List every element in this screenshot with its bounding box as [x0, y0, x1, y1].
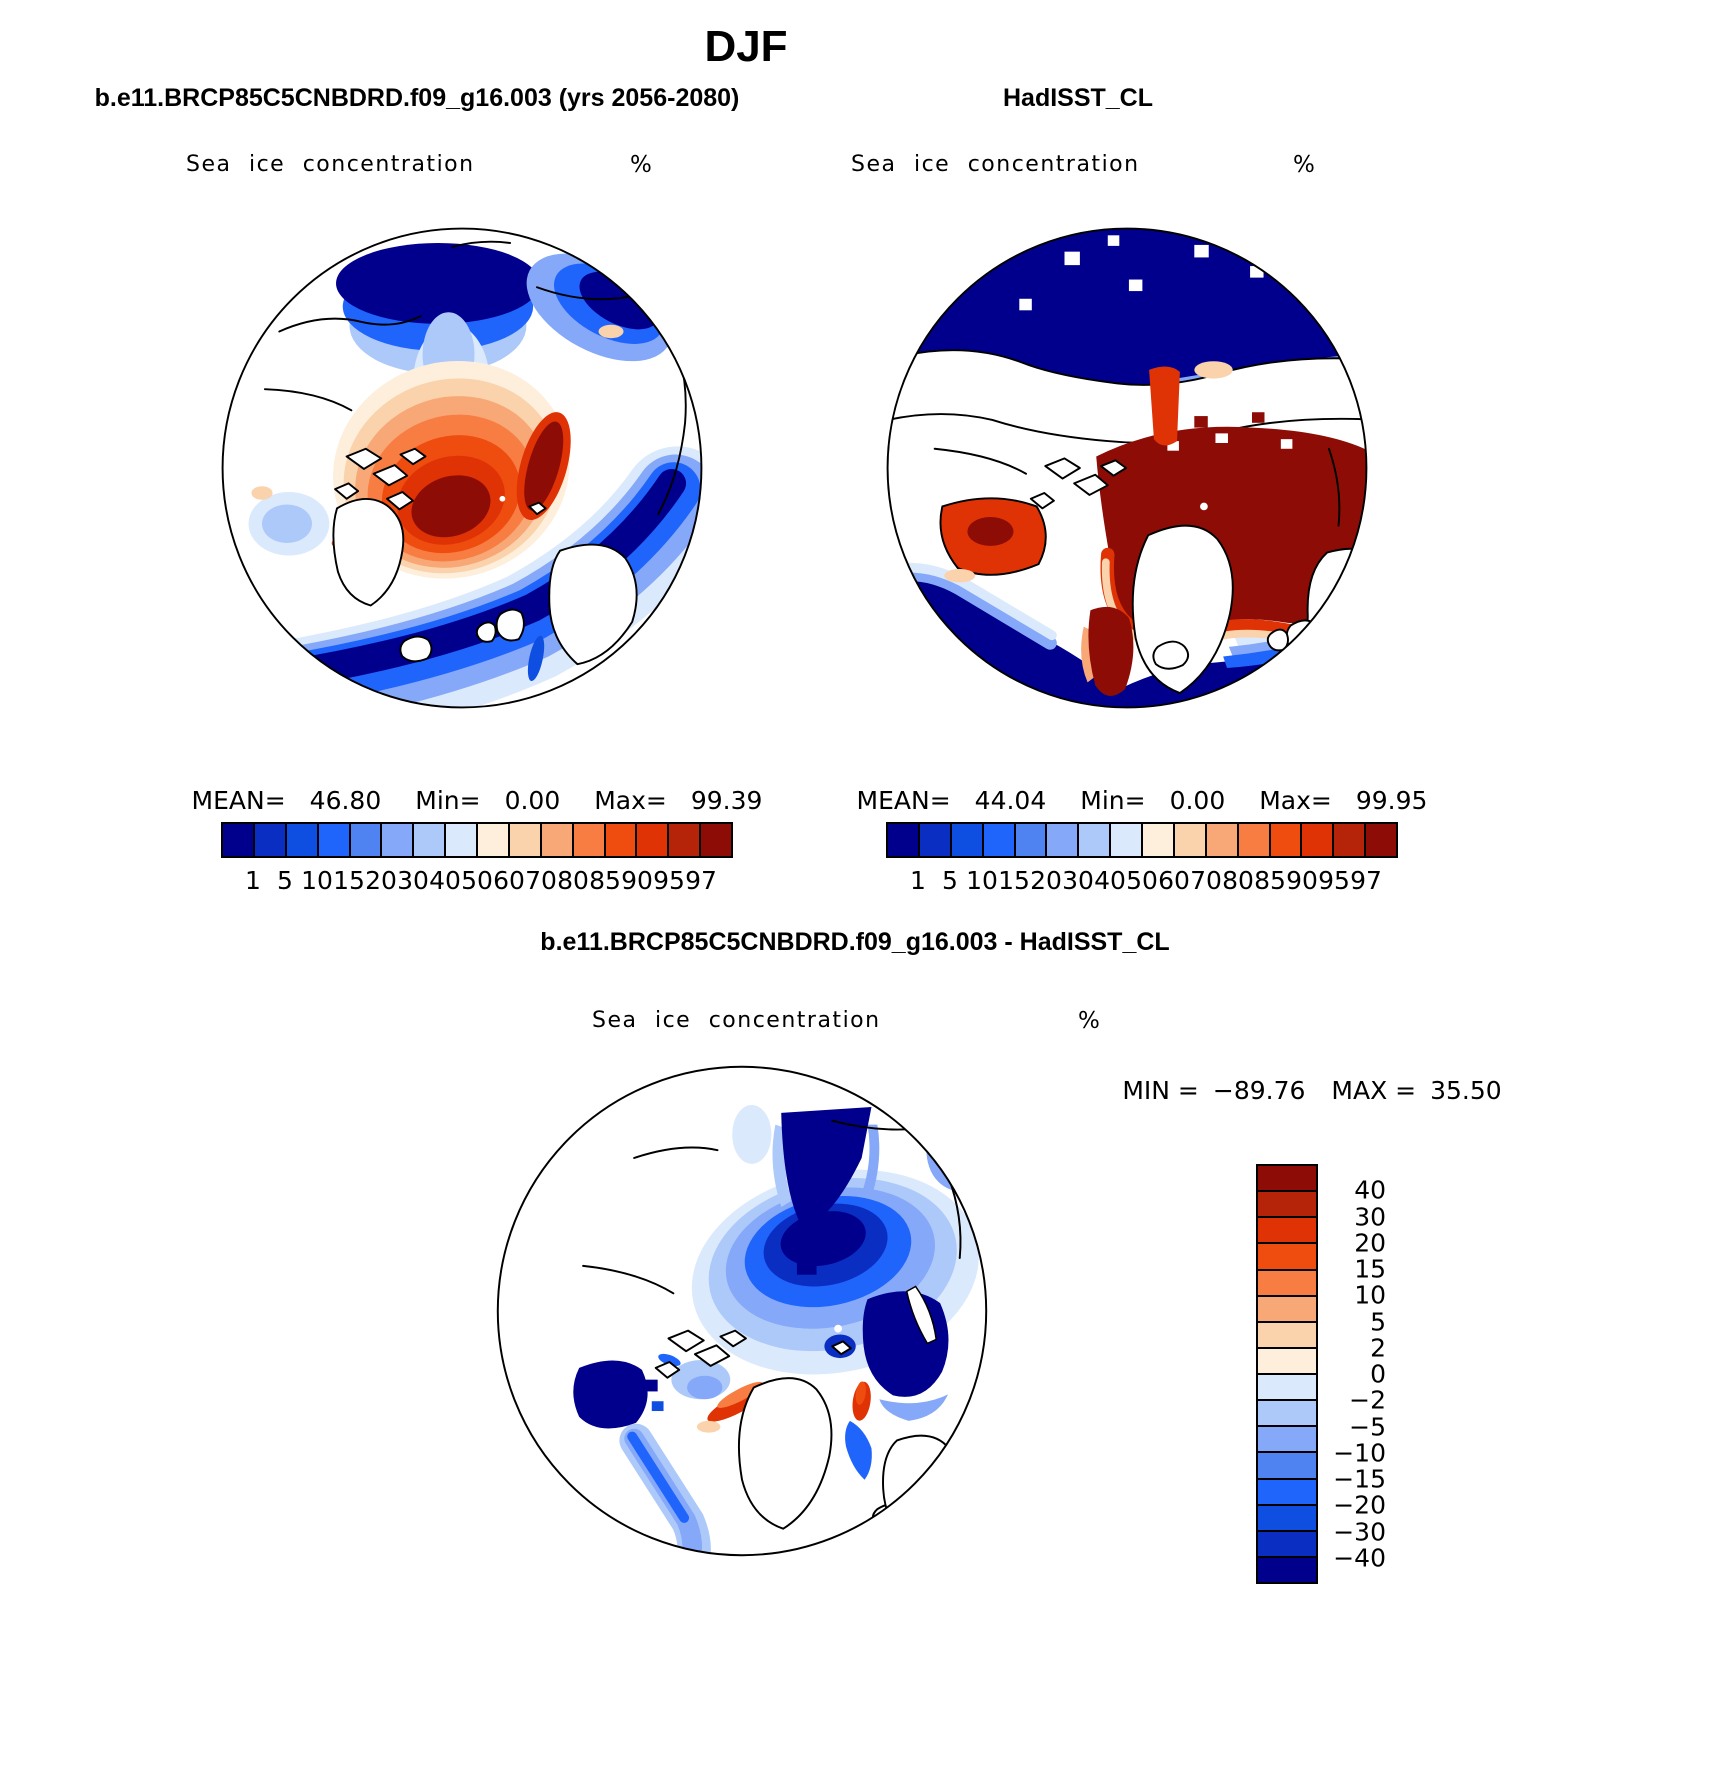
colorbar-tick-label: 15 [333, 866, 365, 895]
max-label: Max= [1259, 786, 1332, 815]
diff-map [487, 1056, 997, 1566]
obs-colorbar [886, 822, 1398, 895]
colorbar-cell [1258, 1427, 1316, 1453]
colorbar-cell [382, 824, 414, 856]
colorbar-tick-label: −15 [1333, 1464, 1386, 1494]
model-colorbar [221, 822, 733, 895]
colorbar-cell [414, 824, 446, 856]
diff-stats [1122, 1076, 1501, 1105]
min-label: Min= [1080, 786, 1146, 815]
colorbar-tick-label: 50 [1126, 866, 1158, 895]
coastal-marginal-ice [1194, 361, 1232, 378]
model-stats [192, 786, 763, 815]
colorbar-tick-label: −20 [1333, 1490, 1386, 1520]
colorbar-cells [221, 822, 733, 858]
colorbar-cells [886, 822, 1398, 858]
max-label: MAX = [1331, 1076, 1417, 1105]
colorbar-cell [1111, 824, 1143, 856]
colorbar-cell [920, 824, 952, 856]
colorbar-cell [952, 824, 984, 856]
colorbar-tick-label: 40 [1094, 866, 1126, 895]
obs-stats [857, 786, 1428, 815]
colorbar-cell [701, 824, 731, 856]
colorbar-cell [1258, 1401, 1316, 1427]
diff-panel-title: b.e11.BRCP85C5CNBDRD.f09_g16.003 - HadISST_CL [540, 928, 1170, 956]
diff-map-shape [487, 1056, 997, 1566]
colorbar-cell [606, 824, 638, 856]
okhotsk-marginal-ice [599, 325, 624, 338]
model-field-label: Sea ice concentration [186, 152, 475, 177]
colorbar-cell [542, 824, 574, 856]
obs-units-label: % [1293, 152, 1315, 178]
colorbar-tick-label: 60 [1158, 866, 1190, 895]
colorbar-tick-label: 95 [653, 866, 685, 895]
labrador-ice-streak-shape [1088, 607, 1133, 696]
baffin-negative-patch [671, 1360, 730, 1399]
colorbar-tick-label: 85 [589, 866, 621, 895]
min-value: 0.00 [504, 786, 561, 815]
diff-units-label: % [1078, 1008, 1100, 1034]
scandinavia [883, 1436, 958, 1545]
iceland [400, 636, 431, 661]
scandinavia [549, 545, 636, 665]
colorbar-cell [1258, 1271, 1316, 1297]
colorbar-tick-label: 20 [1030, 866, 1062, 895]
colorbar-tick-label: 50 [461, 866, 493, 895]
colorbar-tick-label: 10 [301, 866, 333, 895]
max-value: 35.50 [1430, 1076, 1502, 1105]
colorbar-tick-label: −40 [1333, 1543, 1386, 1573]
colorbar-cell [637, 824, 669, 856]
colorbar-tick-label: 15 [1354, 1254, 1386, 1284]
colorbar-tick-label: 30 [1062, 866, 1094, 895]
model-map-shape [212, 218, 712, 718]
colorbar-cell [984, 824, 1016, 856]
colorbar-cell [1366, 824, 1396, 856]
baffin-negative-patch-shape [687, 1376, 722, 1400]
davis-strait-positive-fringe [697, 1421, 721, 1433]
colorbar-cell [1258, 1323, 1316, 1349]
colorbar-tick-label: 85 [1254, 866, 1286, 895]
colorbar-cell [1302, 824, 1334, 856]
obs-map-shape [877, 218, 1377, 718]
hudson-bay-marginal-ice-shape [262, 505, 312, 543]
colorbar-tick-label: −10 [1333, 1438, 1386, 1468]
colorbar-tick-label: 70 [525, 866, 557, 895]
diff-colorbar [1256, 1164, 1386, 1584]
model-panel-title: b.e11.BRCP85C5CNBDRD.f09_g16.003 (yrs 2056-2080) [94, 84, 740, 112]
ice-pack-jagged-cells-shape [1194, 416, 1207, 428]
colorbar-cell [1079, 824, 1111, 856]
obs-panel-title: HadISST_CL [1002, 84, 1154, 112]
colorbar-cell [1258, 1349, 1316, 1375]
colorbar-cell [1258, 1297, 1316, 1323]
pole-marker [1200, 503, 1208, 511]
colorbar-cell [319, 824, 351, 856]
min-label: Min= [415, 786, 481, 815]
grid-cell-gaps-shape [1129, 280, 1142, 292]
colorbar-cell [1258, 1532, 1316, 1558]
colorbar-cell [1258, 1218, 1316, 1244]
colorbar-cell [1271, 824, 1303, 856]
ice-pack-jagged-cells-shape [1252, 412, 1265, 423]
colorbar-cell [510, 824, 542, 856]
colorbar-cell [888, 824, 920, 856]
colorbar-cell [1207, 824, 1239, 856]
great-britain [497, 610, 524, 641]
colorbar-tick-label: −2 [1349, 1385, 1386, 1415]
colorbar-tick-label: 40 [429, 866, 461, 895]
colorbar-tick-label: 1 [245, 866, 261, 895]
great-britain [1287, 620, 1318, 652]
obs-map [877, 218, 1377, 718]
colorbar-cell [1258, 1453, 1316, 1479]
colorbar-cell [1047, 824, 1079, 856]
colorbar-tick-label: 10 [1354, 1280, 1386, 1310]
colorbar-tick-label: 0 [1370, 1359, 1386, 1389]
grid-cell-gaps-shape [1108, 235, 1120, 246]
bering-strait-ice-tongue [1149, 367, 1180, 446]
colorbar-tick-label: 90 [1286, 866, 1318, 895]
hudson-bay-negative-patch-shape [644, 1380, 658, 1392]
colorbar-tick-label: 5 [277, 866, 293, 895]
mean-label: MEAN= [856, 786, 951, 815]
colorbar-tick-label: 97 [685, 866, 717, 895]
ireland [477, 622, 496, 641]
colorbar-tick-label: 30 [397, 866, 429, 895]
colorbar-tick-label: 2 [1370, 1333, 1386, 1363]
obs-field-label: Sea ice concentration [851, 152, 1140, 177]
colorbar-cell [287, 824, 319, 856]
colorbar-cell [1258, 1244, 1316, 1270]
grid-cell-gaps-shape [1065, 252, 1080, 265]
pole-marker [834, 1325, 842, 1333]
hudson-bay-ice-shape [967, 517, 1013, 546]
max-value: 99.95 [1355, 786, 1428, 815]
colorbar-cell [1239, 824, 1271, 856]
mean-value: 46.80 [309, 786, 382, 815]
model-map [212, 218, 712, 718]
iceland [873, 1504, 907, 1530]
colorbar-tick-label: 95 [1318, 866, 1350, 895]
colorbar-cell [1334, 824, 1366, 856]
colorbar-tick-label: 5 [1370, 1307, 1386, 1336]
colorbar-tick-label: 20 [365, 866, 397, 895]
pole-marker [500, 496, 506, 502]
colorbar-tick-label: 70 [1190, 866, 1222, 895]
max-value: 99.39 [690, 786, 763, 815]
colorbar-cell [1258, 1558, 1316, 1582]
colorbar-cell [1258, 1480, 1316, 1506]
bering-strait-negative-wedge-shape [732, 1105, 771, 1164]
colorbar-cell [446, 824, 478, 856]
colorbar-cell [478, 824, 510, 856]
ice-pack-gaps-shape [1281, 439, 1293, 449]
colorbar-cell [1258, 1375, 1316, 1401]
colorbar-tick-label: 80 [1222, 866, 1254, 895]
colorbar-cell [255, 824, 287, 856]
colorbar-tick-label: 10 [966, 866, 998, 895]
colorbar-tick-label: 20 [1354, 1228, 1386, 1258]
colorbar-cells [1256, 1164, 1318, 1584]
colorbar-tick-label: 15 [998, 866, 1030, 895]
colorbar-tick-label: −30 [1333, 1517, 1386, 1546]
colorbar-cell [1143, 824, 1175, 856]
mean-label: MEAN= [191, 786, 286, 815]
grid-cell-gaps-shape [1194, 245, 1208, 257]
min-label: MIN = [1122, 1076, 1199, 1105]
colorbar-tick-label: 97 [1350, 866, 1382, 895]
ice-pack-gaps-shape [1215, 433, 1228, 443]
colorbar-tick-label: −5 [1349, 1412, 1386, 1441]
colorbar-tick-label: 30 [1354, 1202, 1386, 1231]
colorbar-cell [351, 824, 383, 856]
colorbar-cell [574, 824, 606, 856]
colorbar-tick-label: 80 [557, 866, 589, 895]
max-label: Max= [594, 786, 667, 815]
mean-value: 44.04 [974, 786, 1047, 815]
hudson-bay-ice-shape [944, 569, 975, 582]
hudson-bay-negative-patch-shape [573, 1361, 647, 1429]
colorbar-cell [1175, 824, 1207, 856]
hudson-bay-marginal-ice-shape [251, 486, 272, 499]
colorbar-tick-label: 90 [621, 866, 653, 895]
colorbar-cell [1016, 824, 1048, 856]
colorbar-cell [223, 824, 255, 856]
bering-strait-negative-wedge-shape [807, 1233, 831, 1253]
model-units-label: % [630, 152, 652, 178]
figure-title: DJF [704, 22, 788, 71]
min-value: 0.00 [1169, 786, 1226, 815]
colorbar-cell [669, 824, 701, 856]
colorbar-cell [1258, 1192, 1316, 1218]
colorbar-tick-label: 5 [942, 866, 958, 895]
colorbar-tick-label: 1 [910, 866, 926, 895]
scandinavia [1308, 549, 1377, 683]
iceland [1153, 642, 1188, 669]
colorbar-tick-label: 60 [493, 866, 525, 895]
colorbar-cell [1258, 1506, 1316, 1532]
bering-sea-open-water-shape [336, 243, 540, 324]
min-value: −89.76 [1212, 1076, 1306, 1105]
colorbar-cell [1258, 1166, 1316, 1192]
diff-field-label: Sea ice concentration [592, 1008, 881, 1033]
okhotsk-negative-patch-shape [938, 1096, 997, 1183]
colorbar-tick-label: 40 [1354, 1175, 1386, 1205]
hudson-bay-negative-patch-shape [652, 1401, 664, 1411]
grid-cell-gaps-shape [1019, 299, 1032, 311]
great-britain [819, 1540, 848, 1566]
bering-strait-negative-wedge-shape [797, 1258, 817, 1275]
